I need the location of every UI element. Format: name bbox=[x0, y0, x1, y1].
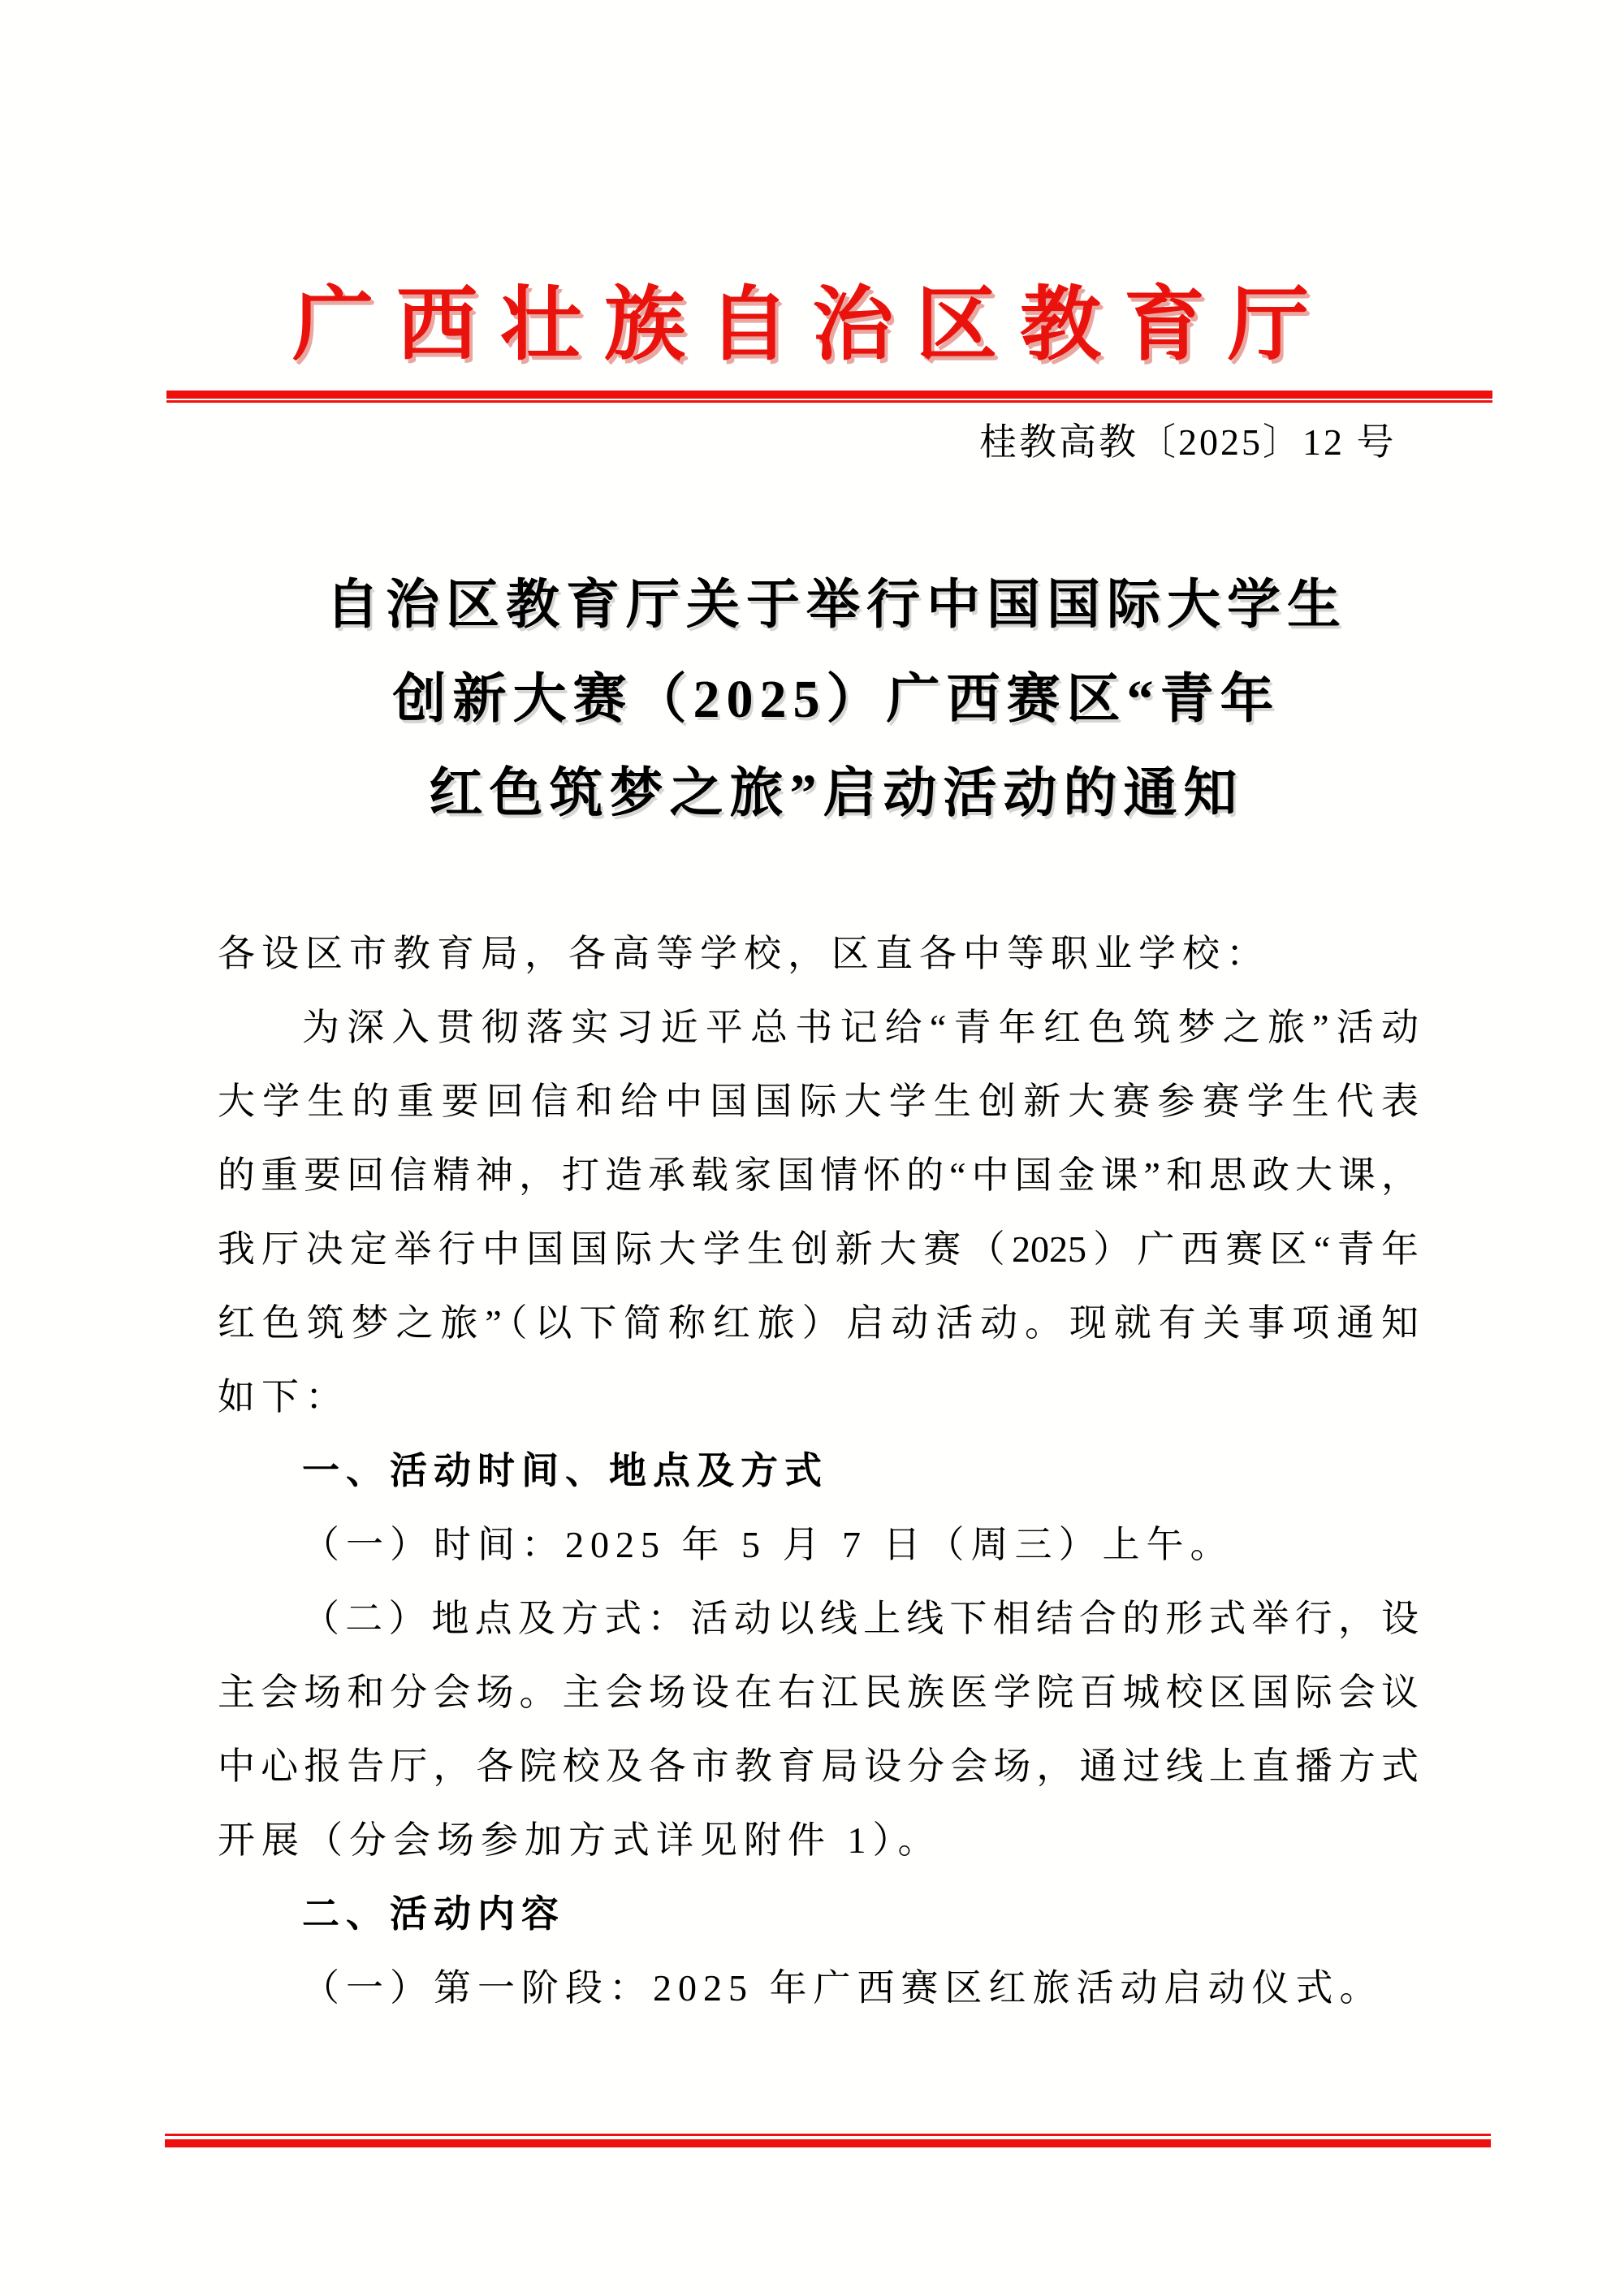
body-line: （二）地点及方式：活动以线上线下相结合的形式举行，设 bbox=[302, 1598, 1419, 1639]
body-line: 如下： bbox=[218, 1376, 349, 1418]
body-line: （一）时间：2025 年 5 月 7 日（周三）上午。 bbox=[302, 1524, 1234, 1565]
section-heading-1: 一、活动时间、地点及方式 bbox=[302, 1449, 828, 1491]
body-line-salutation: 各设区市教育局，各高等学校，区直各中等职业学校： bbox=[218, 933, 1270, 974]
footer-divider-line bbox=[165, 2134, 1491, 2147]
notice-title-line-3: 红色筑梦之旅”启动活动的通知 bbox=[429, 764, 1244, 823]
body-line: 开展（分会场参加方式详见附件 1）。 bbox=[218, 1819, 942, 1861]
body-line: 中心报告厅，各院校及各市教育局设分会场，通过线上直播方式 bbox=[218, 1746, 1419, 1787]
document-number: 桂教高教〔2025〕12 号 bbox=[979, 421, 1397, 463]
section-heading-2: 二、活动内容 bbox=[302, 1892, 565, 1935]
notice-title bbox=[49, 559, 1624, 841]
notice-title-line-1: 自治区教育厅关于举行中国国际大学生 bbox=[326, 576, 1347, 635]
masthead-divider-line bbox=[166, 391, 1492, 403]
body-line: 为深入贯彻落实习近平总书记给“青年红色筑梦之旅”活动 bbox=[302, 1007, 1419, 1048]
body-line: （一）第一阶段：2025 年广西赛区红旅活动启动仪式。 bbox=[302, 1967, 1384, 2009]
body-line: 的重要回信精神，打造承载家国情怀的“中国金课”和思政大课， bbox=[218, 1154, 1419, 1196]
body-line: 红色筑梦之旅”（以下简称红旅）启动活动。现就有关事项通知 bbox=[218, 1302, 1419, 1344]
body-line: 大学生的重要回信和给中国国际大学生创新大赛参赛学生代表 bbox=[218, 1081, 1419, 1122]
agency-masthead-title: 广西壮族自治区教育厅 bbox=[292, 280, 1332, 370]
body-line: 主会场和分会场。主会场设在右江民族医学院百城校区国际会议 bbox=[218, 1672, 1419, 1713]
body-line: 我厅决定举行中国国际大学生创新大赛（2025）广西赛区“青年 bbox=[218, 1228, 1419, 1270]
notice-body bbox=[218, 917, 1419, 2025]
notice-title-line-2: 创新大赛（2025）广西赛区“青年 bbox=[392, 670, 1281, 729]
